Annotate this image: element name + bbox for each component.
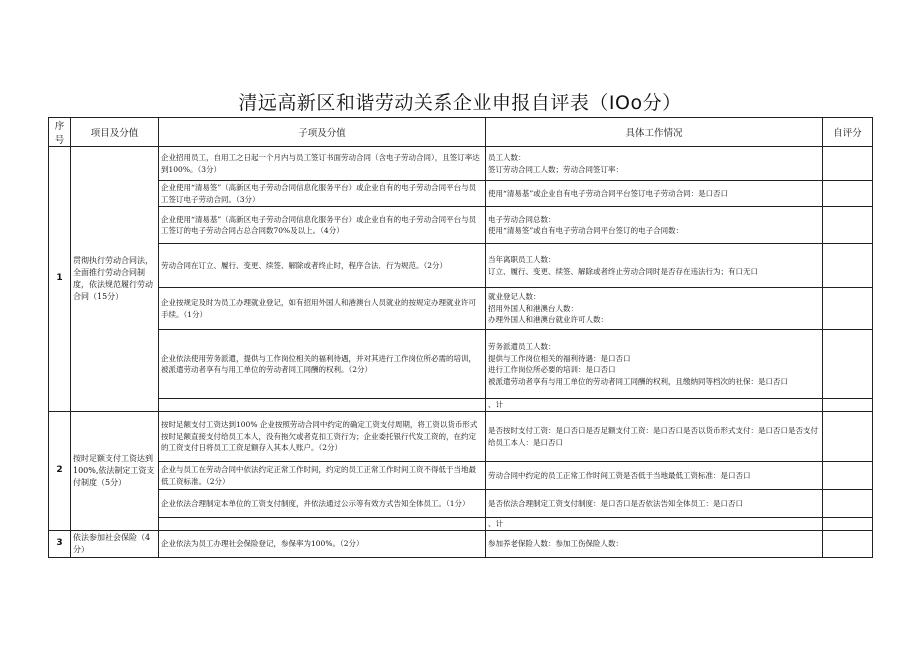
score-input[interactable] bbox=[823, 147, 873, 181]
detail-line: 使用“清易签”或自有电子劳动合同平台签订的电子合同数： bbox=[488, 226, 684, 235]
self-assessment-table bbox=[48, 117, 873, 558]
score-input[interactable] bbox=[823, 490, 873, 518]
detail-cell bbox=[486, 181, 823, 207]
table-row bbox=[49, 412, 873, 462]
table-row bbox=[49, 288, 873, 330]
header-detail: 具体工作情况 bbox=[486, 118, 823, 147]
table-row bbox=[49, 330, 873, 399]
sub-item bbox=[159, 399, 486, 412]
detail-line: 进行工作岗位所必要的培训：是口否口 bbox=[488, 365, 616, 374]
table-row bbox=[49, 531, 873, 558]
detail-line: 劳务派遣员工人数： bbox=[488, 342, 556, 351]
section-project: 依法参加社会保险（4分） bbox=[71, 531, 159, 558]
detail-line: 当年离职员工人数： bbox=[488, 255, 556, 264]
detail-cell bbox=[486, 207, 823, 244]
sub-item: 企业依法合理制定本单位的工资支付制度，并依法通过公示等有效方式告知全体员工。（1分） bbox=[159, 490, 486, 518]
score-input[interactable] bbox=[823, 412, 873, 462]
header-sub: 子项及分值 bbox=[159, 118, 486, 147]
header-seq: 序号 bbox=[49, 118, 71, 147]
sub-item: 企业使用“清易签”（高新区电子劳动合同信息化服务平台）或企业自有的电子劳动合同平台与员工签订电子劳动合同。（3分） bbox=[159, 181, 486, 207]
page-title: 清远高新区和谐劳动关系企业申报自评表（IOo分） bbox=[238, 92, 682, 114]
sub-item: 企业依法为员工办理社会保险登记，参保率为100%。（2分） bbox=[159, 531, 486, 558]
detail-line: 是否依法合理制定工资支付制度：是口否口是否依法告知全体员工：是口否口 bbox=[488, 498, 743, 508]
table-row bbox=[49, 244, 873, 288]
subtotal-label: 、计 bbox=[486, 399, 823, 412]
score-input[interactable] bbox=[823, 518, 873, 531]
subtotal-row bbox=[49, 518, 873, 531]
subtotal-row bbox=[49, 399, 873, 412]
detail-line: 被派遣劳动者享有与用工单位的劳动者同工同酬的权利，且缴纳同等档次的社保：是口否口 bbox=[488, 376, 788, 386]
section-number: 3 bbox=[49, 531, 71, 558]
detail-line: 参加养老保险人数：参加工伤保险人数： bbox=[488, 539, 623, 549]
detail-cell bbox=[486, 288, 823, 330]
score-input[interactable] bbox=[823, 531, 873, 558]
table-row bbox=[49, 462, 873, 490]
sub-item bbox=[159, 518, 486, 531]
detail-line: 电子劳动合同总数： bbox=[488, 214, 556, 224]
detail-cell bbox=[486, 490, 823, 518]
section-number: 1 bbox=[49, 147, 71, 412]
detail-line: 办理外国人和港澳台就业许可人数： bbox=[488, 315, 608, 325]
table-row bbox=[49, 490, 873, 518]
detail-line: 使用“清易基”或企业自有电子劳动合同平台签订电子劳动合同：是口否口 bbox=[488, 188, 729, 198]
sub-item: 劳动合同在订立、履行、变更、续签、解除或者终止时，程序合法．行为规范。（2分） bbox=[159, 244, 486, 288]
sub-item: 企业按规定及时为员工办理就业登记，如有招用外国人和港澳台人员就业的按规定办理就业许可手续。（1分） bbox=[159, 288, 486, 330]
detail-line: 就业登记人数： bbox=[488, 292, 541, 302]
detail-cell bbox=[486, 330, 823, 399]
score-input[interactable] bbox=[823, 462, 873, 490]
detail-cell bbox=[486, 531, 823, 558]
detail-line: 签订劳动合同工人数；劳动合同签订率： bbox=[488, 164, 623, 174]
score-input[interactable] bbox=[823, 181, 873, 207]
table-row bbox=[49, 207, 873, 244]
section-project: 按时足额支付工资达到100%,依法制定工资支付制度（5分） bbox=[71, 412, 159, 531]
sub-item: 企业依法使用劳务派遣，提供与工作岗位相关的福利待遇，并对其进行工作岗位所必需的培训，被派遣劳动者享有与用工单位的劳动者同工同酬的权利。（2分） bbox=[159, 330, 486, 399]
sub-item: 企业使用“清易基”（高新区电子劳动合同信息化服务平台）或企业自有的电子劳动合同平台与员工签订的电子劳动合同占总合同数70%及以上。（4分） bbox=[159, 207, 486, 244]
detail-line: 招用外国人和港澳台人数： bbox=[488, 303, 578, 313]
sub-item: 按时足额支付工资达到100% 企业按照劳动合同中约定的确定工资支付周期，将工资以货币形式按时足额直接支付给员工本人，没有拖欠或者克扣工资行为；企业委托银行代发工资的，在约定的工资支付日将员工工资足额存入其本人账户。（2分） bbox=[159, 412, 486, 462]
detail-line: 劳动合同中约定的员工正常工作时间工资是否低于当地最低工资标准：是口否口 bbox=[488, 470, 751, 480]
detail-line: 是否按时支付工资：是口否口是否足额支付工资：是口否口是否以货币形式支付：是口否口是否支付给员工本人：是口否口 bbox=[488, 426, 818, 447]
detail-line: 员工人数： bbox=[488, 153, 526, 162]
detail-line: 订立、履行、变更、续签、解除或者终止劳动合同时是否存在违法行为；有口无口 bbox=[488, 266, 758, 276]
score-input[interactable] bbox=[823, 330, 873, 399]
score-input[interactable] bbox=[823, 399, 873, 412]
subtotal-label: 、计 bbox=[486, 518, 823, 531]
score-input[interactable] bbox=[823, 288, 873, 330]
section-project: 贯彻执行劳动合同法，全面推行劳动合同制度，依法规范履行劳动合同（15分） bbox=[71, 147, 159, 412]
detail-line: 提供与工作岗位相关的福利待遇：是口否口 bbox=[488, 353, 631, 363]
header-score: 自评分 bbox=[823, 118, 873, 147]
header-project: 项目及分值 bbox=[71, 118, 159, 147]
header-row bbox=[49, 118, 873, 147]
sub-item: 企业招用员工，自用工之日起一个月内与员工签订书面劳动合同（含电子劳动合同），且签订率达到100%。（3分） bbox=[159, 147, 486, 181]
detail-cell bbox=[486, 244, 823, 288]
section-number: 2 bbox=[49, 412, 71, 531]
sub-item: 企业与员工在劳动合同中依法约定正常工作时间，约定的员工正常工作时间工资不得低于当地最低工资标准。（2分） bbox=[159, 462, 486, 490]
score-input[interactable] bbox=[823, 207, 873, 244]
score-input[interactable] bbox=[823, 244, 873, 288]
table-row bbox=[49, 147, 873, 181]
detail-cell bbox=[486, 462, 823, 490]
table-row bbox=[49, 181, 873, 207]
detail-cell bbox=[486, 412, 823, 462]
detail-cell bbox=[486, 147, 823, 181]
